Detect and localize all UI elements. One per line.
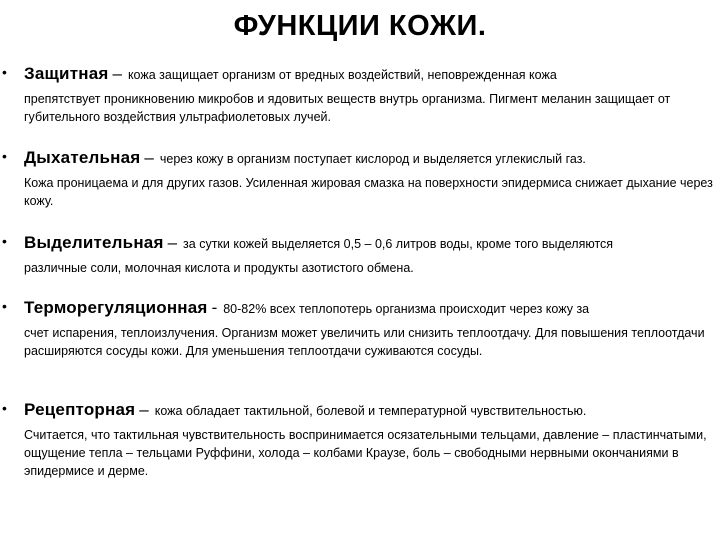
bullet-icon: • xyxy=(2,400,7,416)
function-dash: – xyxy=(144,148,154,167)
function-term: Выделительная xyxy=(24,233,164,252)
function-term: Защитная xyxy=(24,64,109,83)
function-lead: кожа защищает организм от вредных воздействий, неповрежденная кожа xyxy=(127,68,557,82)
bullet-icon: • xyxy=(2,233,7,249)
function-term: Дыхательная xyxy=(24,148,141,167)
function-heading xyxy=(24,231,613,256)
function-term: Терморегуляционная xyxy=(24,298,208,317)
function-lead: за сутки кожей выделяется 0,5 – 0,6 литров воды, кроме того выделяются xyxy=(183,237,614,251)
function-heading xyxy=(24,146,586,171)
function-description: счет испарения, теплоизлучения. Организм может увеличить или снизить теплоотдачу. Для повышения теплоотдачи расширяются сосуды кожи. Для уменьшения теплоотдачи суживаются сосуды. xyxy=(24,326,705,358)
function-description: Считается, что тактильная чувствительность воспринимается осязательными тельцами, давление – пластинчатыми, ощущение тепла – тельцами Руффини, холода – колбами Краузе, боль – свободными нервными окончаниями в эпидермисе и дерме. xyxy=(24,428,707,478)
function-heading xyxy=(24,296,589,321)
function-lead: через кожу в организм поступает кислород и выделяется углекислый газ. xyxy=(159,152,586,166)
function-description: препятствует проникновению микробов и ядовитых веществ внутрь организма. Пигмент меланин защищает от губительного воздействия ультрафиолетовых лучей. xyxy=(24,92,671,124)
function-dash: – xyxy=(167,233,178,252)
bullet-icon: • xyxy=(2,148,7,164)
function-term: Рецепторная xyxy=(24,400,136,419)
function-description: различные соли, молочная кислота и продукты азотистого обмена. xyxy=(24,261,414,275)
function-heading xyxy=(24,62,557,87)
function-lead: 80-82% всех теплопотерь организма происходит через кожу за xyxy=(223,302,590,316)
function-dash: – xyxy=(112,64,122,83)
page-title: ФУНКЦИИ КОЖИ. xyxy=(233,10,487,42)
function-dash: – xyxy=(139,400,149,419)
function-description: Кожа проницаема и для других газов. Усиленная жировая смазка на поверхности эпидермиса снижает дыхание через кожу. xyxy=(24,176,713,208)
bullet-icon: • xyxy=(2,298,7,314)
bullet-icon: • xyxy=(2,64,7,80)
function-heading xyxy=(24,398,586,423)
function-lead: кожа обладает тактильной, болевой и температурной чувствительностью. xyxy=(154,404,587,418)
function-dash: - xyxy=(211,298,218,317)
